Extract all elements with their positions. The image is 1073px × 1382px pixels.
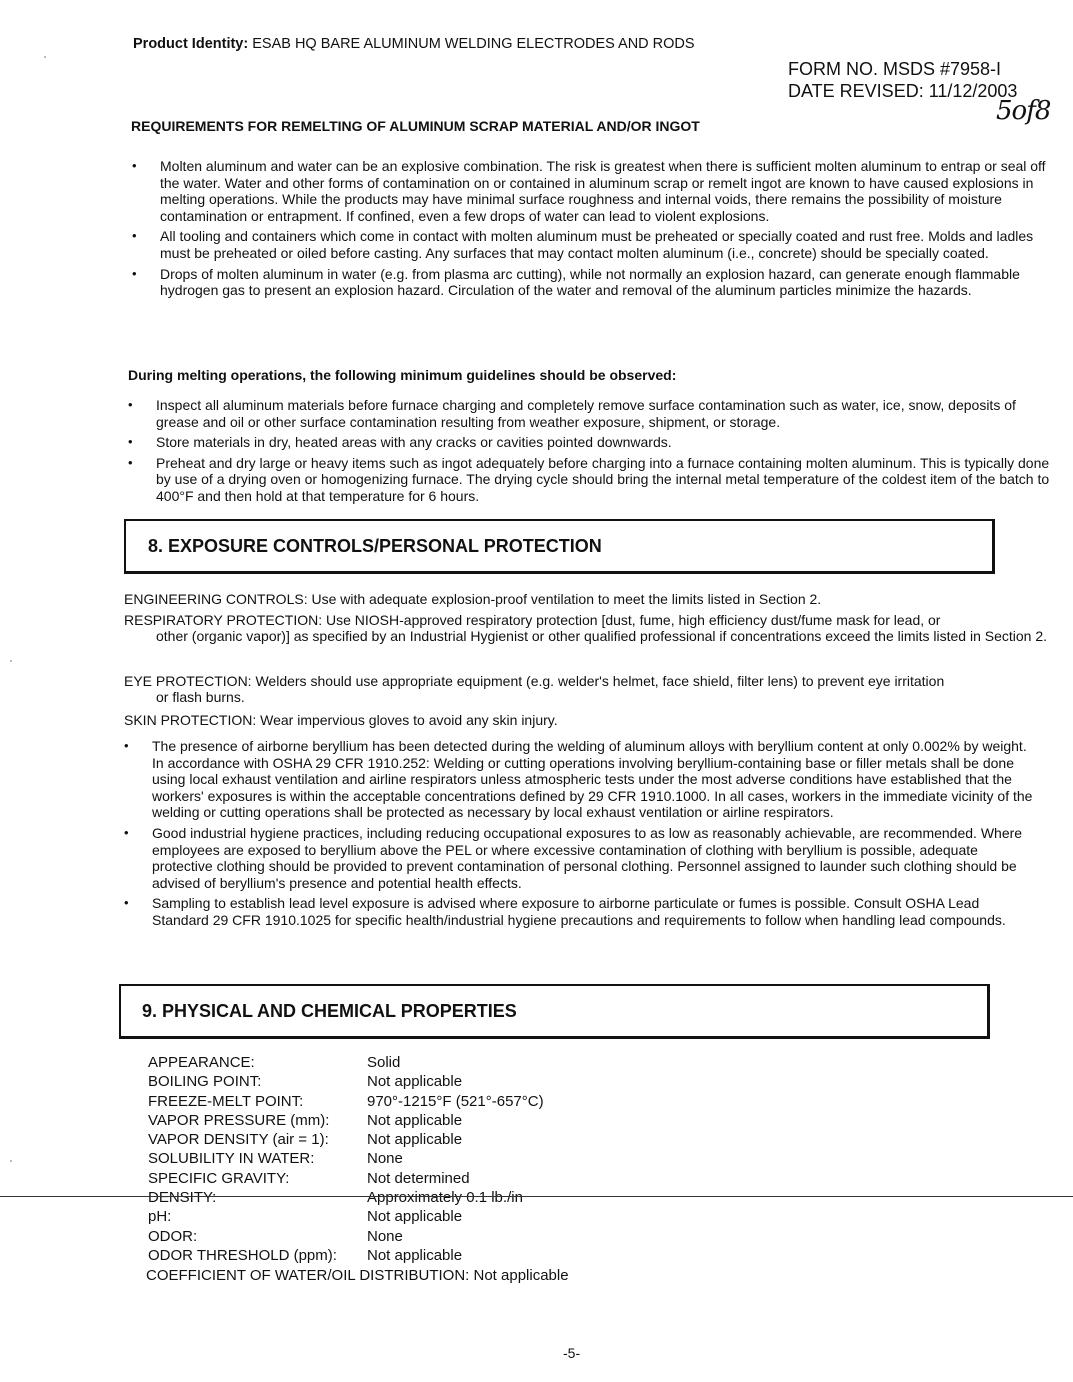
- form-info: [788, 58, 1017, 102]
- property-label: FREEZE-MELT POINT:: [148, 1092, 304, 1110]
- remelting-bullet-list: [130, 158, 1050, 303]
- table-row: [148, 1247, 544, 1266]
- list-item: • Inspect all aluminum materials before furnace charging and completely remove surface contamination such as water, ice, snow, deposits of grease and oil or other surface contamination resulting from weather exposure, shipment, or storage.: [126, 397, 1050, 430]
- section-8-bullet-list: [122, 738, 1038, 933]
- coefficient-water-oil: COEFFICIENT OF WATER/OIL DISTRIBUTION: Not applicable: [146, 1267, 569, 1284]
- product-identity: [133, 36, 695, 52]
- section-9-header-box: [119, 984, 990, 1039]
- scan-speck: [44, 56, 46, 58]
- list-item: • Sampling to establish lead level exposure is advised where exposure to airborne particulate or fumes is possible. Consult OSHA Lead Standard 29 CFR 1910.1025 for specific health/industrial hygiene precautions and requirements to follow when handling lead compounds.: [122, 895, 1038, 928]
- table-row: [148, 1228, 544, 1247]
- respiratory-protection: [124, 612, 1054, 645]
- engineering-controls: ENGINEERING CONTROLS: Use with adequate explosion-proof ventilation to meet the limits listed in Section 2.: [124, 591, 822, 607]
- table-row: [148, 1170, 544, 1189]
- section-8-header-box: [124, 519, 995, 574]
- eye-protection-continuation: or flash burns.: [156, 689, 245, 706]
- table-row: [148, 1112, 544, 1131]
- property-label: SOLUBILITY IN WATER:: [148, 1150, 315, 1168]
- remelting-title: REQUIREMENTS FOR REMELTING OF ALUMINUM SCRAP MATERIAL AND/OR INGOT: [131, 118, 700, 134]
- list-item: • All tooling and containers which come in contact with molten aluminum must be preheated or specially coated and rust free. Molds and ladles must be preheated or oiled before casting. Any surfaces that may contact molten aluminum (i.e., concrete) should be specially coated.: [130, 228, 1050, 261]
- product-identity-value: ESAB HQ BARE ALUMINUM WELDING ELECTRODES AND RODS: [252, 36, 695, 52]
- guidelines-title: During melting operations, the following minimum guidelines should be observed:: [128, 367, 677, 383]
- property-label: VAPOR DENSITY (air = 1):: [148, 1131, 329, 1149]
- eye-protection-first-line: EYE PROTECTION: Welders should use appropriate equipment (e.g. welder's helmet, face shield, filter lens) to prevent eye irritation: [124, 673, 945, 689]
- property-label: BOILING POINT:: [148, 1073, 262, 1091]
- property-value: Not applicable: [367, 1111, 463, 1129]
- property-value: Not applicable: [367, 1208, 463, 1226]
- guidelines-bullet-list: [126, 397, 1050, 509]
- date-revised: DATE REVISED: 11/12/2003: [788, 81, 1018, 101]
- table-row: [148, 1208, 544, 1227]
- property-value: Not determined: [367, 1169, 470, 1187]
- eye-protection: [124, 673, 1054, 706]
- table-row: [148, 1054, 544, 1073]
- property-value: Approximately 0.1 lb./in: [367, 1189, 523, 1207]
- form-number: FORM NO. MSDS #7958-I: [788, 59, 1002, 79]
- scan-speck: [10, 1160, 12, 1162]
- list-item: • Drops of molten aluminum in water (e.g. from plasma arc cutting), while not normally an explosion hazard, can generate enough flammable hydrogen gas to present an explosion hazard. Circulation of the water and removal of the aluminum particles minimize the hazards.: [130, 266, 1050, 299]
- properties-table: [148, 1054, 544, 1266]
- table-row: [148, 1131, 544, 1150]
- skin-protection: SKIN PROTECTION: Wear impervious gloves to avoid any skin injury.: [124, 712, 558, 728]
- list-item: • Molten aluminum and water can be an explosive combination. The risk is greatest when there is sufficient molten aluminum to entrap or seal off the water. Water and other forms of contamination on or contained in aluminum scrap or remelt ingot are known to have caused explosions in melting operations. While the products may have minimal surface roughness and internal voids, there remains the possibility of moisture contamination or entrapment. If confined, even a few drops of water can lead to violent explosions.: [130, 158, 1050, 224]
- property-value: 970°-1215°F (521°-657°C): [367, 1092, 544, 1110]
- respiratory-protection-first-line: RESPIRATORY PROTECTION: Use NIOSH-approved respiratory protection [dust, fume, high efficiency dust/fume mask for lead, or: [124, 612, 941, 628]
- property-label: SPECIFIC GRAVITY:: [148, 1169, 290, 1187]
- property-value: None: [367, 1150, 403, 1168]
- section-8-title: 8. EXPOSURE CONTROLS/PERSONAL PROTECTION: [148, 536, 602, 556]
- section-9-title: 9. PHYSICAL AND CHEMICAL PROPERTIES: [142, 1001, 517, 1021]
- property-label: pH:: [148, 1208, 172, 1226]
- property-value: Not applicable: [367, 1073, 463, 1091]
- list-item: • The presence of airborne beryllium has been detected during the welding of aluminum alloys with beryllium content at only 0.002% by weight. In accordance with OSHA 29 CFR 1910.252: Welding or cutting operations involving beryllium-containing base or filler metals shall be done using local exhaust ventilation and airline respirators unless atmospheric tests under the most adverse conditions have established that the workers' exposures is within the acceptable concentrations defined by 29 CFR 1910.1000. In all cases, workers in the immediate vicinity of the welding or cutting operations shall be protected as necessary by local exhaust ventilation or airline respirators.: [122, 738, 1038, 821]
- table-row: [148, 1150, 544, 1169]
- property-label: ODOR:: [148, 1227, 198, 1245]
- property-label: ODOR THRESHOLD (ppm):: [148, 1246, 337, 1264]
- property-label: VAPOR PRESSURE (mm):: [148, 1111, 330, 1129]
- handwritten-page-note: 5of8: [996, 96, 1051, 126]
- list-item: • Good industrial hygiene practices, including reducing occupational exposures to as low as reasonably achievable, are recommended. Where employees are exposed to beryllium above the PEL or where excessive contamination of clothing with beryllium is possible, adequate protective clothing should be provided to prevent contamination of personal clothing. Personnel assigned to launder such clothing should be advised of beryllium's presence and potential health effects.: [122, 825, 1038, 891]
- property-value: None: [367, 1227, 403, 1245]
- table-row: [148, 1073, 544, 1092]
- density-strike-line: [0, 1196, 1073, 1197]
- respiratory-protection-continuation: other (organic vapor)] as specified by an Industrial Hygienist or other qualified professional if concentrations exceed the limits listed in Section 2.: [156, 628, 1048, 645]
- list-item: • Preheat and dry large or heavy items such as ingot adequately before charging into a furnace containing molten aluminum. This is typically done by use of a drying oven or homogenizing furnace. The drying cycle should bring the internal metal temperature of the coldest item of the batch to 400°F and then hold at that temperature for 6 hours.: [126, 455, 1050, 505]
- table-row: [148, 1093, 544, 1112]
- property-label: DENSITY:: [148, 1189, 217, 1207]
- list-item: • Store materials in dry, heated areas with any cracks or cavities pointed downwards.: [126, 434, 1050, 451]
- property-value: Solid: [367, 1054, 401, 1071]
- page-number: -5-: [563, 1345, 581, 1361]
- product-identity-label: Product Identity:: [133, 36, 249, 52]
- table-row: [148, 1189, 544, 1208]
- property-value: Not applicable: [367, 1246, 463, 1264]
- scan-speck: [10, 660, 12, 662]
- property-value: Not applicable: [367, 1131, 463, 1149]
- property-label: APPEARANCE:: [148, 1054, 255, 1071]
